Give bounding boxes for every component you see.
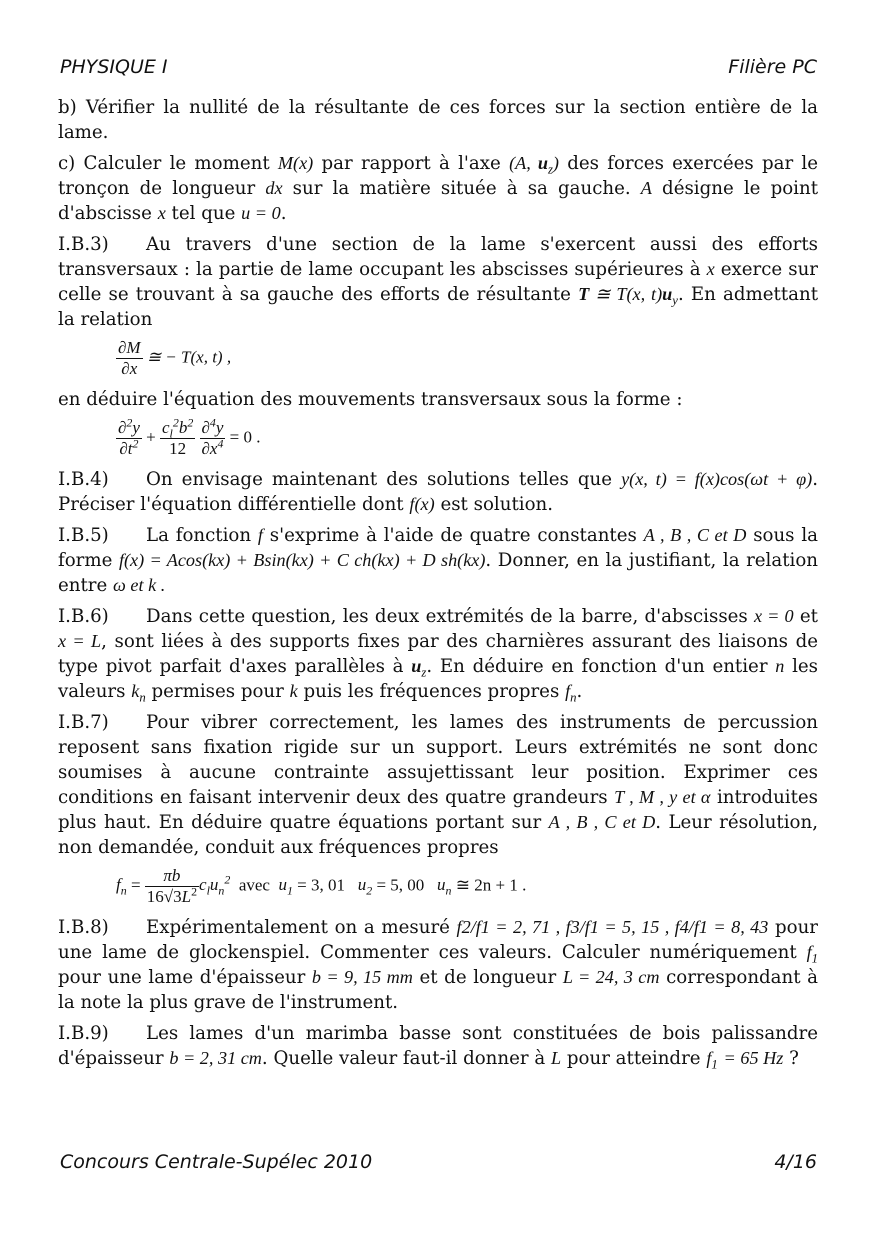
item-b: b) Vérifier la nullité de la résultante de ces forces sur la section entière de la lame. <box>58 97 818 143</box>
equation-motion: $\frac{\partial^2y}{\partial t^2}$ + $\frac{c_l^2b^2}{12}$ $\frac{\partial^4y}{\partial x^4}$ = 0 . <box>118 415 261 458</box>
question-label: I.B.8) <box>58 917 109 938</box>
question-ib3-cont: en déduire l'équation des mouvements transversaux sous la forme : <box>58 389 683 410</box>
question-label: I.B.9) <box>58 1023 109 1044</box>
question-label: I.B.3) <box>58 234 109 255</box>
question-ib9: I.B.9) Les lames d'un marimba basse sont constituées de bois palissandre d'épaisseur b = 2, 31 cm. Quelle valeur faut-il donner à L pour atteindre $f_1 = 65$ Hz ? <box>58 1023 818 1072</box>
question-label: I.B.4) <box>58 469 109 490</box>
question-ib5: I.B.5) La fonction f s'exprime à l'aide de quatre constantes A , B , C et D sous la forme f(x) = Acos(kx) + Bsin(kx) + C ch(kx) + D sh(kx). Donner, en la justifiant, la relation entre ω et k . <box>58 525 818 596</box>
question-ib6: I.B.6) Dans cette question, les deux extrémités de la barre, d'abscisses x = 0 et x = L, sont liées à des supports fixes par des charnières assurant des liaisons de type pivot parfait d'axes parallèles à $u_z$. En déduire en fonction d'un entier n les valeurs $k_n$ permises pour k puis les fréquences propres $f_n$. <box>58 606 819 705</box>
question-ib4: I.B.4) On envisage maintenant des solutions telles que y(x, t) = f(x)cos(ωt + φ). Préciser l'équation différentielle dont f(x) est solution. <box>58 469 818 515</box>
header-subject: PHYSIQUE I <box>60 56 168 78</box>
question-label: I.B.7) <box>58 712 109 733</box>
document-body <box>58 95 818 1077</box>
footer-contest: Concours Centrale-Supélec 2010 <box>60 1151 373 1173</box>
item-c: c) Calculer le moment M(x) par rapport à l'axe (A, $u_z$) des forces exercées par le tronçon de longueur dx sur la matière située à sa gauche. A désigne le point d'abscisse x tel que u = 0. <box>58 153 819 224</box>
equation-eigenfrequencies: $f_n$ = $\frac{\pi b}{16√3L^2}$ $c_lu_n^2$ avec $u_1 = 3$, 01 $u_2 = 5$, 00 $u_n$ ≅ 2n + 1 . <box>116 866 527 906</box>
page-footer <box>60 1151 817 1173</box>
question-label: I.B.6) <box>58 606 109 627</box>
question-ib7: I.B.7) Pour vibrer correctement, les lames des instruments de percussion reposent sans fixation rigide sur un support. Leurs extrémités ne sont donc soumises à aucune contrainte assujettissant leur position. Exprimer ces conditions en faisant intervenir deux des quatre grandeurs T , M , y et α introduites plus haut. En déduire quatre équations portant sur A , B , C et D. Leur résolution, non demandée, conduit aux fréquences propres <box>58 712 819 858</box>
equation-moment: $\frac{\partial M}{\partial x}$ ≅ − T(x, t) , <box>118 338 232 378</box>
question-label: I.B.5) <box>58 525 109 546</box>
question-ib8: I.B.8) Expérimentalement on a mesuré f2/f1 = 2, 71 , f3/f1 = 5, 15 , f4/f1 = 8, 43 pour une lame de glockenspiel. Commenter ces valeurs. Calculer numériquement $f_1$ pour une lame d'épaisseur b = 9, 15 mm et de longueur L = 24, 3 cm correspondant à la note la plus grave de l'instrument. <box>58 917 819 1013</box>
page-number: 4/16 <box>774 1151 817 1173</box>
question-ib3: I.B.3) Au travers d'une section de la lame s'exercent aussi des efforts transversaux : la partie de lame occupant les abscisses supérieures à x exerce sur celle se trouvant à sa gauche des efforts de résultante T ≅ T(x, $t)u_y$. En admettant la relation <box>58 234 819 330</box>
page-header <box>60 56 817 78</box>
header-track: Filière PC <box>728 56 817 78</box>
